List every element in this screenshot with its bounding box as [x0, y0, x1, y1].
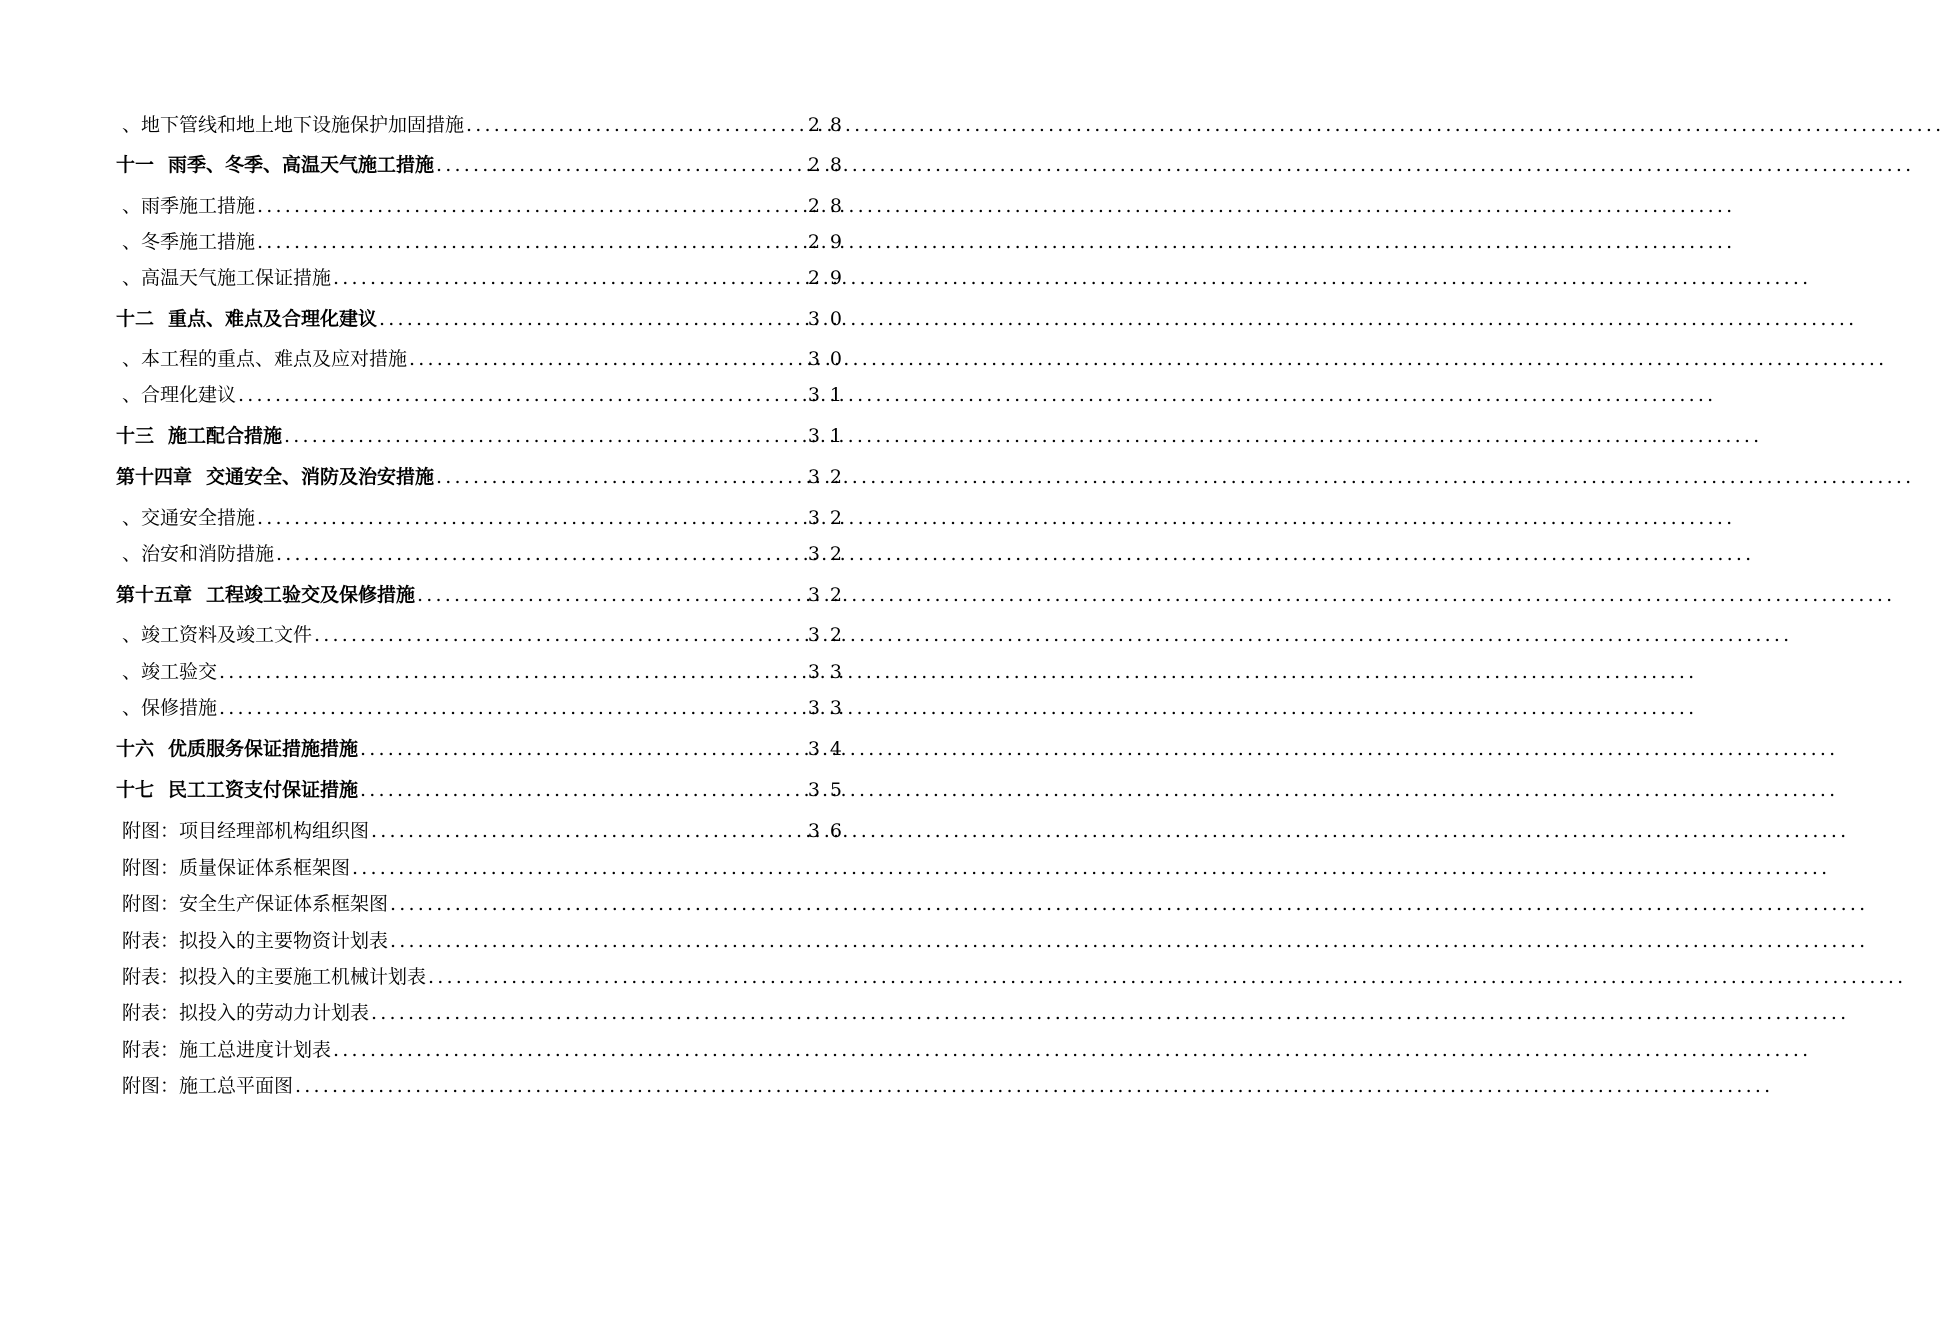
- toc-dot-leader: [314, 622, 802, 648]
- toc-entry-title: 附图：质量保证体系框架图: [122, 857, 351, 879]
- toc-entry-title: [116, 306, 377, 332]
- toc-entry-title: 、竣工验交: [122, 661, 218, 683]
- toc-dot-leader: [360, 777, 802, 803]
- toc-dot-leader: [284, 423, 802, 449]
- toc-page-number: 32: [807, 466, 852, 488]
- toc-dot-leader: [257, 505, 802, 531]
- toc-page-number: 28: [807, 114, 852, 136]
- toc-entry-title: [116, 152, 434, 178]
- toc-page-number: 30: [807, 308, 852, 330]
- toc-page-number: 32: [807, 507, 852, 529]
- toc-entry-title: [116, 736, 358, 762]
- toc-page-number: 33: [807, 661, 852, 683]
- toc-chapter-row[interactable]: [116, 152, 852, 178]
- toc-section-row[interactable]: [122, 193, 852, 219]
- toc-page-number: 34: [807, 738, 852, 760]
- toc-page-number: 31: [807, 384, 852, 406]
- toc-entry-title: 、交通安全措施: [122, 507, 256, 529]
- toc-chapter-label: 民工工资支付保证措施: [168, 779, 359, 801]
- toc-dot-leader: [390, 928, 842, 954]
- toc-entry-title: 、雨季施工措施: [122, 195, 256, 217]
- toc-entry-title: 、地下管线和地上地下设施保护加固措施: [122, 114, 465, 136]
- toc-dot-leader: [379, 306, 802, 332]
- toc-section-row[interactable]: [122, 695, 852, 721]
- toc-chapter-number: 第十四章: [116, 466, 193, 488]
- toc-appendix-row[interactable]: [122, 1000, 842, 1026]
- toc-section-row[interactable]: [122, 229, 852, 255]
- toc-entry-title: 、冬季施工措施: [122, 231, 256, 253]
- toc-appendix-row[interactable]: [122, 818, 852, 844]
- toc-dot-leader: [436, 464, 802, 490]
- toc-page-number: 32: [807, 584, 852, 606]
- toc-chapter-number: 第十五章: [116, 584, 193, 606]
- toc-dot-leader: [409, 346, 802, 372]
- toc-chapter-row[interactable]: [116, 464, 852, 490]
- toc-entry-title: 附图：项目经理部机构组织图: [122, 820, 370, 842]
- toc-entry-title: [116, 582, 415, 608]
- toc-chapter-label: 重点、难点及合理化建议: [168, 308, 378, 330]
- toc-chapter-number: 十六: [116, 738, 155, 760]
- toc-dot-leader: [238, 382, 802, 408]
- toc-chapter-label: 工程竣工验交及保修措施: [206, 584, 416, 606]
- toc-chapter-number: 十七: [116, 779, 155, 801]
- toc-section-row[interactable]: [122, 382, 852, 408]
- toc-chapter-row[interactable]: [116, 582, 852, 608]
- toc-chapter-label: 交通安全、消防及治安措施: [206, 466, 435, 488]
- toc-appendix-row[interactable]: [122, 1073, 842, 1099]
- toc-page-number: 30: [807, 348, 852, 370]
- toc-chapter-label: 优质服务保证措施措施: [168, 738, 359, 760]
- toc-entry-title: 、高温天气施工保证措施: [122, 267, 332, 289]
- toc-dot-leader: [371, 818, 802, 844]
- toc-dot-leader: [276, 541, 802, 567]
- toc-dot-leader: [257, 193, 802, 219]
- toc-entry-title: 附表：拟投入的主要物资计划表: [122, 930, 389, 952]
- toc-section-row[interactable]: [122, 265, 852, 291]
- toc-entry-title: 、保修措施: [122, 697, 218, 719]
- toc-appendix-row[interactable]: [122, 1037, 842, 1063]
- toc-chapter-number: 十三: [116, 425, 155, 447]
- toc-page-number: 35: [807, 779, 852, 801]
- toc-chapter-label: 施工配合措施: [168, 425, 283, 447]
- toc-dot-leader: [219, 659, 802, 685]
- toc-dot-leader: [390, 891, 842, 917]
- toc-chapter-number: 十一: [116, 154, 155, 176]
- toc-page-number: 32: [807, 543, 852, 565]
- toc-page-number: 36: [807, 820, 852, 842]
- toc-entry-title: [116, 464, 434, 490]
- document-page: [0, 0, 950, 1344]
- toc-dot-leader: [352, 855, 842, 881]
- toc-dot-leader: [219, 695, 802, 721]
- toc-entry-title: 附表：拟投入的劳动力计划表: [122, 1002, 370, 1024]
- toc-dot-leader: [436, 152, 802, 178]
- toc-entry-title: 附图：安全生产保证体系框架图: [122, 893, 389, 915]
- toc-chapter-row[interactable]: [116, 736, 852, 762]
- toc-dot-leader: [257, 229, 802, 255]
- toc-entry-title: [116, 423, 282, 449]
- toc-page-number: 31: [807, 425, 852, 447]
- toc-page-number: 29: [807, 231, 852, 253]
- toc-appendix-row[interactable]: [122, 855, 842, 881]
- toc-dot-leader: [295, 1073, 842, 1099]
- toc-section-row[interactable]: [122, 346, 852, 372]
- toc-entry-title: 附图：施工总平面图: [122, 1075, 294, 1097]
- toc-dot-leader: [333, 1037, 842, 1063]
- toc-section-row[interactable]: [122, 659, 852, 685]
- toc-page-number: 33: [807, 697, 852, 719]
- toc-dot-leader: [333, 265, 802, 291]
- toc-chapter-number: 十二: [116, 308, 155, 330]
- toc-page-number: 28: [807, 195, 852, 217]
- toc-dot-leader: [466, 112, 802, 138]
- toc-entry-title: 、治安和消防措施: [122, 543, 275, 565]
- toc-appendix-row[interactable]: [122, 928, 842, 954]
- toc-page-number: 29: [807, 267, 852, 289]
- toc-chapter-row[interactable]: [116, 423, 852, 449]
- toc-appendix-row[interactable]: [122, 964, 842, 990]
- toc-dot-leader: [360, 736, 802, 762]
- toc-dot-leader: [417, 582, 802, 608]
- toc-section-row[interactable]: [122, 541, 852, 567]
- toc-entry-title: 、本工程的重点、难点及应对措施: [122, 348, 408, 370]
- toc-entry-title: 附表：施工总进度计划表: [122, 1039, 332, 1061]
- toc-chapter-label: 雨季、冬季、高温天气施工措施: [168, 154, 435, 176]
- toc-entry-title: 、合理化建议: [122, 384, 237, 406]
- toc-dot-leader: [428, 964, 842, 990]
- toc-appendix-row[interactable]: [122, 891, 842, 917]
- toc-section-row[interactable]: [122, 505, 852, 531]
- toc-page-number: 32: [807, 624, 852, 646]
- toc-page-number: 28: [807, 154, 852, 176]
- toc-entry-title: 附表：拟投入的主要施工机械计划表: [122, 966, 427, 988]
- toc-chapter-row[interactable]: [116, 777, 852, 803]
- toc-entry-title: 、竣工资料及竣工文件: [122, 624, 313, 646]
- toc-dot-leader: [371, 1000, 842, 1026]
- toc-entry-title: [116, 777, 358, 803]
- toc-section-row[interactable]: [122, 622, 852, 648]
- toc-section-row[interactable]: [122, 112, 852, 138]
- toc-chapter-row[interactable]: [116, 306, 852, 332]
